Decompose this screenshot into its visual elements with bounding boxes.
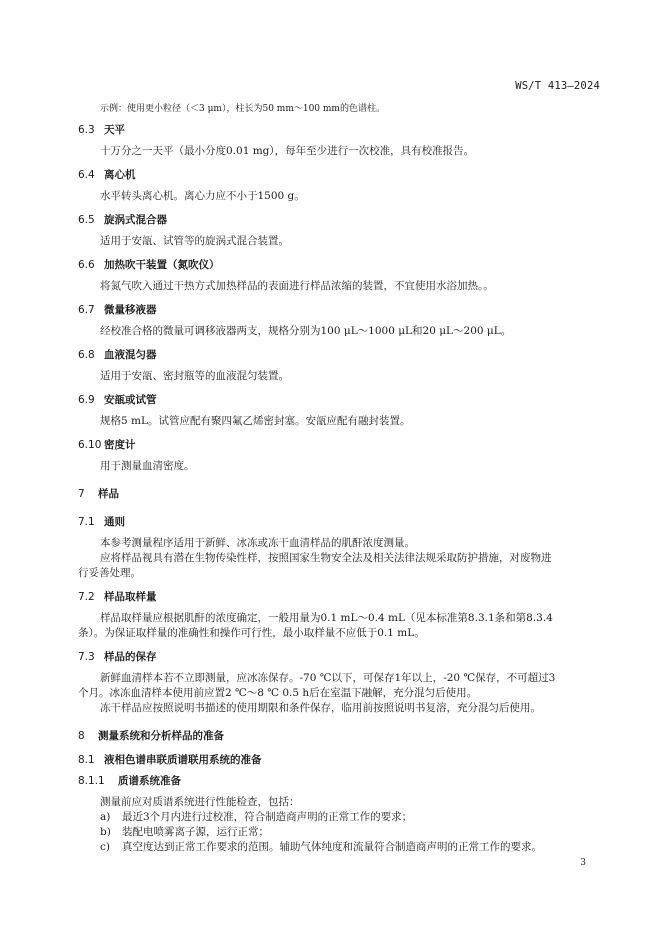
section-title: 微量移液器: [104, 304, 157, 316]
section-7-3-paragraph-2: 冻干样品应按照说明书描述的使用期限和条件保存，临用前按照说明书复溶，充分混匀后使用。: [100, 702, 541, 714]
section-8-1-1-intro: 测量前应对质谱系统进行性能检查，包括：: [100, 796, 300, 808]
list-item: [78, 810, 598, 825]
section-title: 安瓿或试管: [104, 394, 157, 406]
section-6-10-heading: [78, 438, 598, 453]
section-title: 密度计: [104, 439, 136, 451]
list-item: [78, 825, 598, 840]
section-6-7-heading: [78, 303, 598, 318]
list-item-text: 装配电喷雾离子源，运行正常；: [122, 826, 269, 838]
section-6-6-text: 将氮气吹入通过干热方式加热样品的表面进行样品浓缩的装置，不宜使用水浴加热。。: [100, 280, 494, 292]
section-7-1-paragraph-2-line-2: 行妥善处理。: [78, 567, 141, 579]
section-6-3-heading: [78, 123, 598, 138]
section-8-1-heading: [78, 753, 598, 768]
section-6-9-heading: [78, 393, 598, 408]
section-6-8-text: 适用于安瓿、密封瓶等的血液混匀装置。: [100, 370, 289, 382]
section-6-7-text: 经校准合格的微量可调移液器两支，规格分别为100 μL～1000 μL和20 μL～200 μL。: [100, 325, 512, 337]
page-content: [78, 102, 598, 855]
section-title: 天平: [104, 124, 125, 136]
section-title: 通则: [104, 516, 125, 528]
list-item-text: 最近3个月内进行过校准，符合制造商声明的正常工作的要求；: [122, 811, 413, 823]
chapter-7-heading: [78, 487, 598, 502]
section-title: 质谱系统准备: [118, 775, 181, 787]
section-8-1-1-heading: [78, 774, 598, 789]
section-7-3-paragraph-1-line-1: 新鲜血清样本若不立即测量，应冰冻保存。-70 ℃以下，可保存1年以上，-20 ℃保存，不可超过3: [100, 672, 556, 684]
section-7-2-heading: [78, 590, 598, 605]
section-7-1-paragraph-2-line-1: 应将样品视具有潜在生物传染性样，按照国家生物安全法及相关法律法规采取防护措施，对废物进: [100, 552, 552, 564]
section-6-4-heading: [78, 168, 598, 183]
list-marker: b): [100, 826, 111, 838]
section-title: 血液混匀器: [104, 349, 157, 361]
page-number: 3: [580, 858, 586, 868]
section-number: 6.5: [78, 214, 95, 226]
section-number: 6.9: [78, 394, 95, 406]
chapter-number: 7: [78, 488, 85, 500]
section-number: 6.3: [78, 124, 95, 136]
section-6-8-heading: [78, 348, 598, 363]
example-note: 示例：使用更小粒径（＜3 μm），柱长为50 mm～100 mm的色谱柱。: [100, 104, 385, 114]
list-marker: c): [100, 841, 110, 853]
section-7-3-heading: [78, 650, 598, 665]
section-number: 6.8: [78, 349, 95, 361]
section-number: 6.4: [78, 169, 95, 181]
section-number: 8.1.1: [78, 775, 105, 787]
section-number: 7.1: [78, 516, 95, 528]
section-number: 6.10: [78, 439, 102, 451]
chapter-number: 8: [78, 730, 85, 742]
section-title: 样品取样量: [104, 591, 157, 603]
section-7-2-line-1: 样品取样量应根据肌酐的浓度确定，一般用量为0.1 mL～0.4 mL（见本标准第8.3.1条和第8.3.4: [100, 612, 553, 624]
section-6-3-text: 十万分之一天平（最小分度0.01 mg），每年至少进行一次校准，具有校准报告。: [100, 145, 475, 157]
section-6-6-heading: [78, 258, 598, 273]
section-title: 旋涡式混合器: [104, 214, 167, 226]
standard-code: WS/T 413—2024: [515, 80, 600, 92]
section-7-2-line-2: 条）。为保证取样量的准确性和操作可行性，最小取样量不应低于0.1 mL。: [78, 627, 425, 639]
list-marker: a): [100, 811, 111, 823]
section-number: 6.7: [78, 304, 95, 316]
chapter-title: 样品: [98, 488, 119, 500]
section-number: 6.6: [78, 259, 95, 271]
section-number: 8.1: [78, 754, 95, 766]
section-title: 加热吹干装置（氮吹仪）: [104, 259, 220, 271]
section-title: 液相色谱串联质谱联用系统的准备: [104, 754, 262, 766]
section-number: 7.3: [78, 651, 95, 663]
section-number: 7.2: [78, 591, 95, 603]
chapter-title: 测量系统和分析样品的准备: [98, 730, 224, 742]
section-6-10-text: 用于测量血清密度。: [100, 460, 195, 472]
section-6-4-text: 水平转头离心机。离心力应不小于1500 g。: [100, 190, 305, 202]
list-item-text: 真空度达到正常工作要求的范围。辅助气体纯度和流量符合制造商声明的正常工作的要求。: [122, 841, 542, 853]
list-item: [78, 840, 598, 855]
section-7-3-paragraph-1-line-2: 个月。冰冻血清样本使用前应置2 ℃～8 ℃ 0.5 h后在室温下融解，充分混匀后使用。: [78, 687, 478, 699]
section-6-9-text: 规格5 mL。试管应配有聚四氟乙烯密封塞。安瓿应配有融封装置。: [100, 415, 411, 427]
section-6-5-heading: [78, 213, 598, 228]
section-6-5-text: 适用于安瓿、试管等的旋涡式混合装置。: [100, 235, 289, 247]
section-title: 样品的保存: [104, 651, 157, 663]
section-title: 离心机: [104, 169, 136, 181]
chapter-8-heading: [78, 729, 598, 744]
section-7-1-heading: [78, 515, 598, 530]
section-7-1-paragraph-1: 本参考测量程序适用于新鲜、冰冻或冻干血清样品的肌酐浓度测量。: [100, 537, 415, 549]
